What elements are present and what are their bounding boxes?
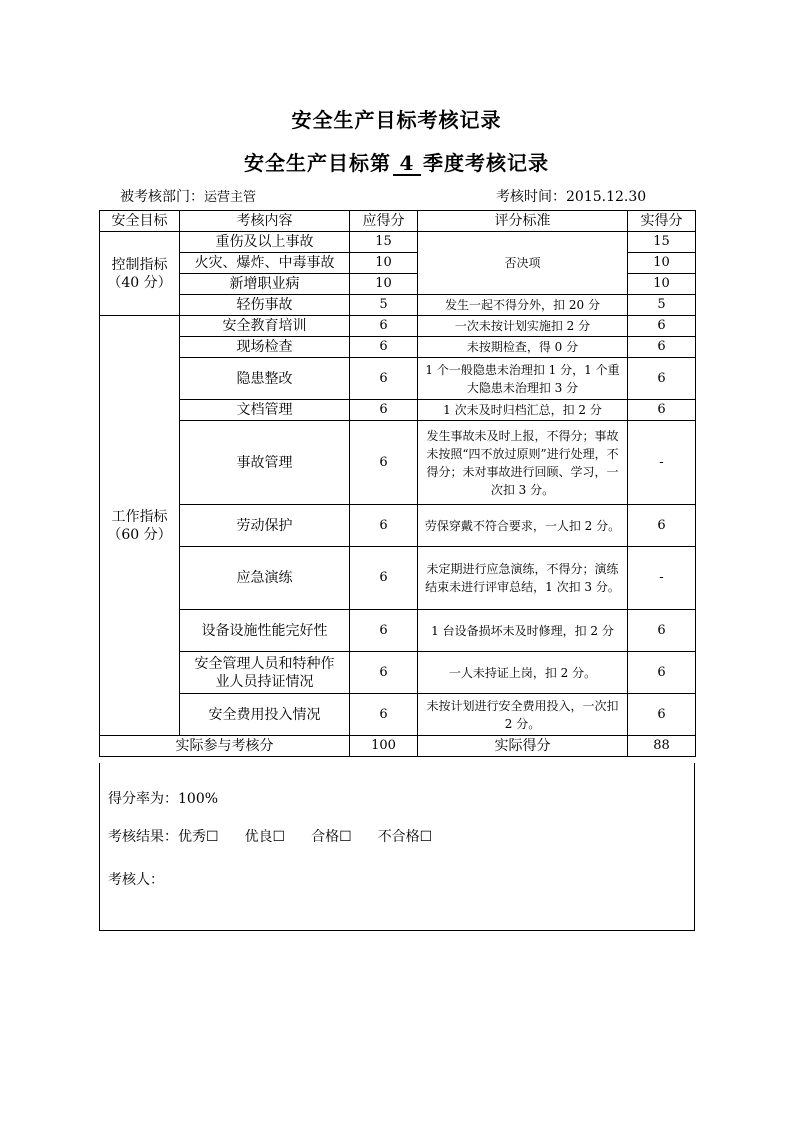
actual-total-label: 实际得分 [418, 736, 628, 757]
item-cell: 安全教育培训 [180, 316, 350, 337]
should-score-cell: 10 [350, 274, 418, 295]
item-cell: 安全费用投入情况 [180, 694, 350, 736]
item-cell: 隐患整改 [180, 358, 350, 400]
actual-score-cell: 6 [628, 316, 696, 337]
table-row [100, 358, 696, 400]
item-cell: 应急演练 [180, 547, 350, 610]
should-score-cell: 6 [350, 547, 418, 610]
actual-score-cell: 5 [628, 295, 696, 316]
department-line [120, 186, 256, 206]
table-row [100, 295, 696, 316]
criteria-cell: 发生一起不得分外，扣 20 分 [418, 295, 628, 316]
item-cell: 新增职业病 [180, 274, 350, 295]
result-option-good[interactable]: 优良☐ [244, 829, 286, 845]
document-title: 安全生产目标考核记录 [291, 108, 502, 132]
result-option-excellent[interactable]: 优秀☐ [178, 829, 219, 845]
should-score-cell: 5 [350, 295, 418, 316]
item-cell: 劳动保护 [180, 505, 350, 547]
should-score-cell: 6 [350, 400, 418, 421]
criteria-cell: 未定期进行应急演练，不得分；演练结束未进行评审总结，1 次扣 3 分。 [418, 547, 628, 610]
table-row [100, 232, 696, 253]
criteria-cell: 劳保穿戴不符合要求，一人扣 2 分。 [418, 505, 628, 547]
result-section [99, 763, 695, 931]
table-row [100, 694, 696, 736]
should-score-cell: 6 [350, 505, 418, 547]
reviewer-label: 考核人： [108, 872, 164, 888]
actual-score-cell: 6 [628, 694, 696, 736]
table-row [100, 652, 696, 694]
header-cell-criteria: 评分标准 [418, 211, 628, 232]
actual-score-cell: - [628, 547, 696, 610]
should-score-cell: 10 [350, 253, 418, 274]
header-cell-content: 考核内容 [180, 211, 350, 232]
header-cell-goal: 安全目标 [100, 211, 180, 232]
criteria-cell: 1 次未及时归档汇总，扣 2 分 [418, 400, 628, 421]
assessment-table [99, 210, 696, 757]
document-subtitle [0, 147, 793, 176]
should-score-cell: 6 [350, 652, 418, 694]
table-row [100, 610, 696, 652]
total-value: 100 [350, 736, 418, 757]
actual-score-cell: 10 [628, 274, 696, 295]
should-score-cell: 6 [350, 316, 418, 337]
item-cell: 文档管理 [180, 400, 350, 421]
group-points: （40 分） [107, 274, 172, 291]
actual-score-cell: 6 [628, 505, 696, 547]
review-time-line [496, 186, 646, 206]
criteria-cell: 一次未按计划实施扣 2 分 [418, 316, 628, 337]
header-cell-should-score: 应得分 [350, 211, 418, 232]
total-label: 实际参与考核分 [100, 736, 350, 757]
item-cell: 安全管理人员和特种作业人员持证情况 [180, 652, 350, 694]
item-cell: 现场检查 [180, 337, 350, 358]
actual-score-cell: - [628, 421, 696, 505]
total-row [100, 736, 696, 757]
group-points: （60 分） [107, 526, 172, 543]
should-score-cell: 6 [350, 337, 418, 358]
should-score-cell: 15 [350, 232, 418, 253]
result-option-fail[interactable]: 不合格☐ [377, 829, 433, 845]
item-cell: 火灾、爆炸、中毒事故 [180, 253, 350, 274]
actual-score-cell: 6 [628, 400, 696, 421]
table-row [100, 421, 696, 505]
should-score-cell: 6 [350, 358, 418, 400]
table-row [100, 547, 696, 610]
veto-criteria-cell: 否决项 [418, 232, 628, 295]
actual-score-cell: 6 [628, 358, 696, 400]
header-cell-actual-score: 实得分 [628, 211, 696, 232]
criteria-cell: 未按计划进行安全费用投入，一次扣 2 分。 [418, 694, 628, 736]
group-cell-work [100, 316, 180, 736]
quarter-number: 4 [393, 152, 421, 176]
result-option-pass[interactable]: 合格☐ [311, 829, 352, 845]
table-header-row [100, 211, 696, 232]
table-row [100, 337, 696, 358]
group-name: 控制指标 [111, 256, 168, 273]
actual-total-value: 88 [628, 736, 696, 757]
subtitle-prefix: 安全生产目标第 [244, 151, 391, 175]
review-time-label: 考核时间： [496, 189, 566, 205]
department-value: 运营主管 [204, 190, 257, 205]
assessment-result [108, 826, 458, 846]
should-score-cell: 6 [350, 421, 418, 505]
item-cell: 轻伤事故 [180, 295, 350, 316]
criteria-cell: 发生事故未及时上报，不得分；事故未按照“四不放过原则”进行处理，不得分；未对事故进行回顾、学习，一次扣 3 分。 [418, 421, 628, 505]
criteria-cell: 一人未持证上岗，扣 2 分。 [418, 652, 628, 694]
group-cell-control [100, 232, 180, 316]
actual-score-cell: 10 [628, 253, 696, 274]
table-row [100, 400, 696, 421]
group-name: 工作指标 [111, 508, 168, 525]
item-cell: 事故管理 [180, 421, 350, 505]
actual-score-cell: 6 [628, 610, 696, 652]
criteria-cell: 1 台设备损坏未及时修理，扣 2 分 [418, 610, 628, 652]
department-label: 被考核部门： [120, 189, 204, 205]
item-cell: 重伤及以上事故 [180, 232, 350, 253]
score-rate: 得分率为：100% [108, 791, 219, 807]
actual-score-cell: 6 [628, 337, 696, 358]
criteria-cell: 1 个一般隐患未治理扣 1 分，1 个重大隐患未治理扣 3 分 [418, 358, 628, 400]
actual-score-cell: 15 [628, 232, 696, 253]
should-score-cell: 6 [350, 694, 418, 736]
should-score-cell: 6 [350, 610, 418, 652]
result-label: 考核结果： [108, 829, 178, 845]
table-row [100, 316, 696, 337]
actual-score-cell: 6 [628, 652, 696, 694]
review-time-value: 2015.12.30 [566, 189, 647, 205]
subtitle-suffix: 季度考核记录 [423, 151, 549, 175]
table-row [100, 505, 696, 547]
criteria-cell: 未按期检查，得 0 分 [418, 337, 628, 358]
item-cell: 设备设施性能完好性 [180, 610, 350, 652]
